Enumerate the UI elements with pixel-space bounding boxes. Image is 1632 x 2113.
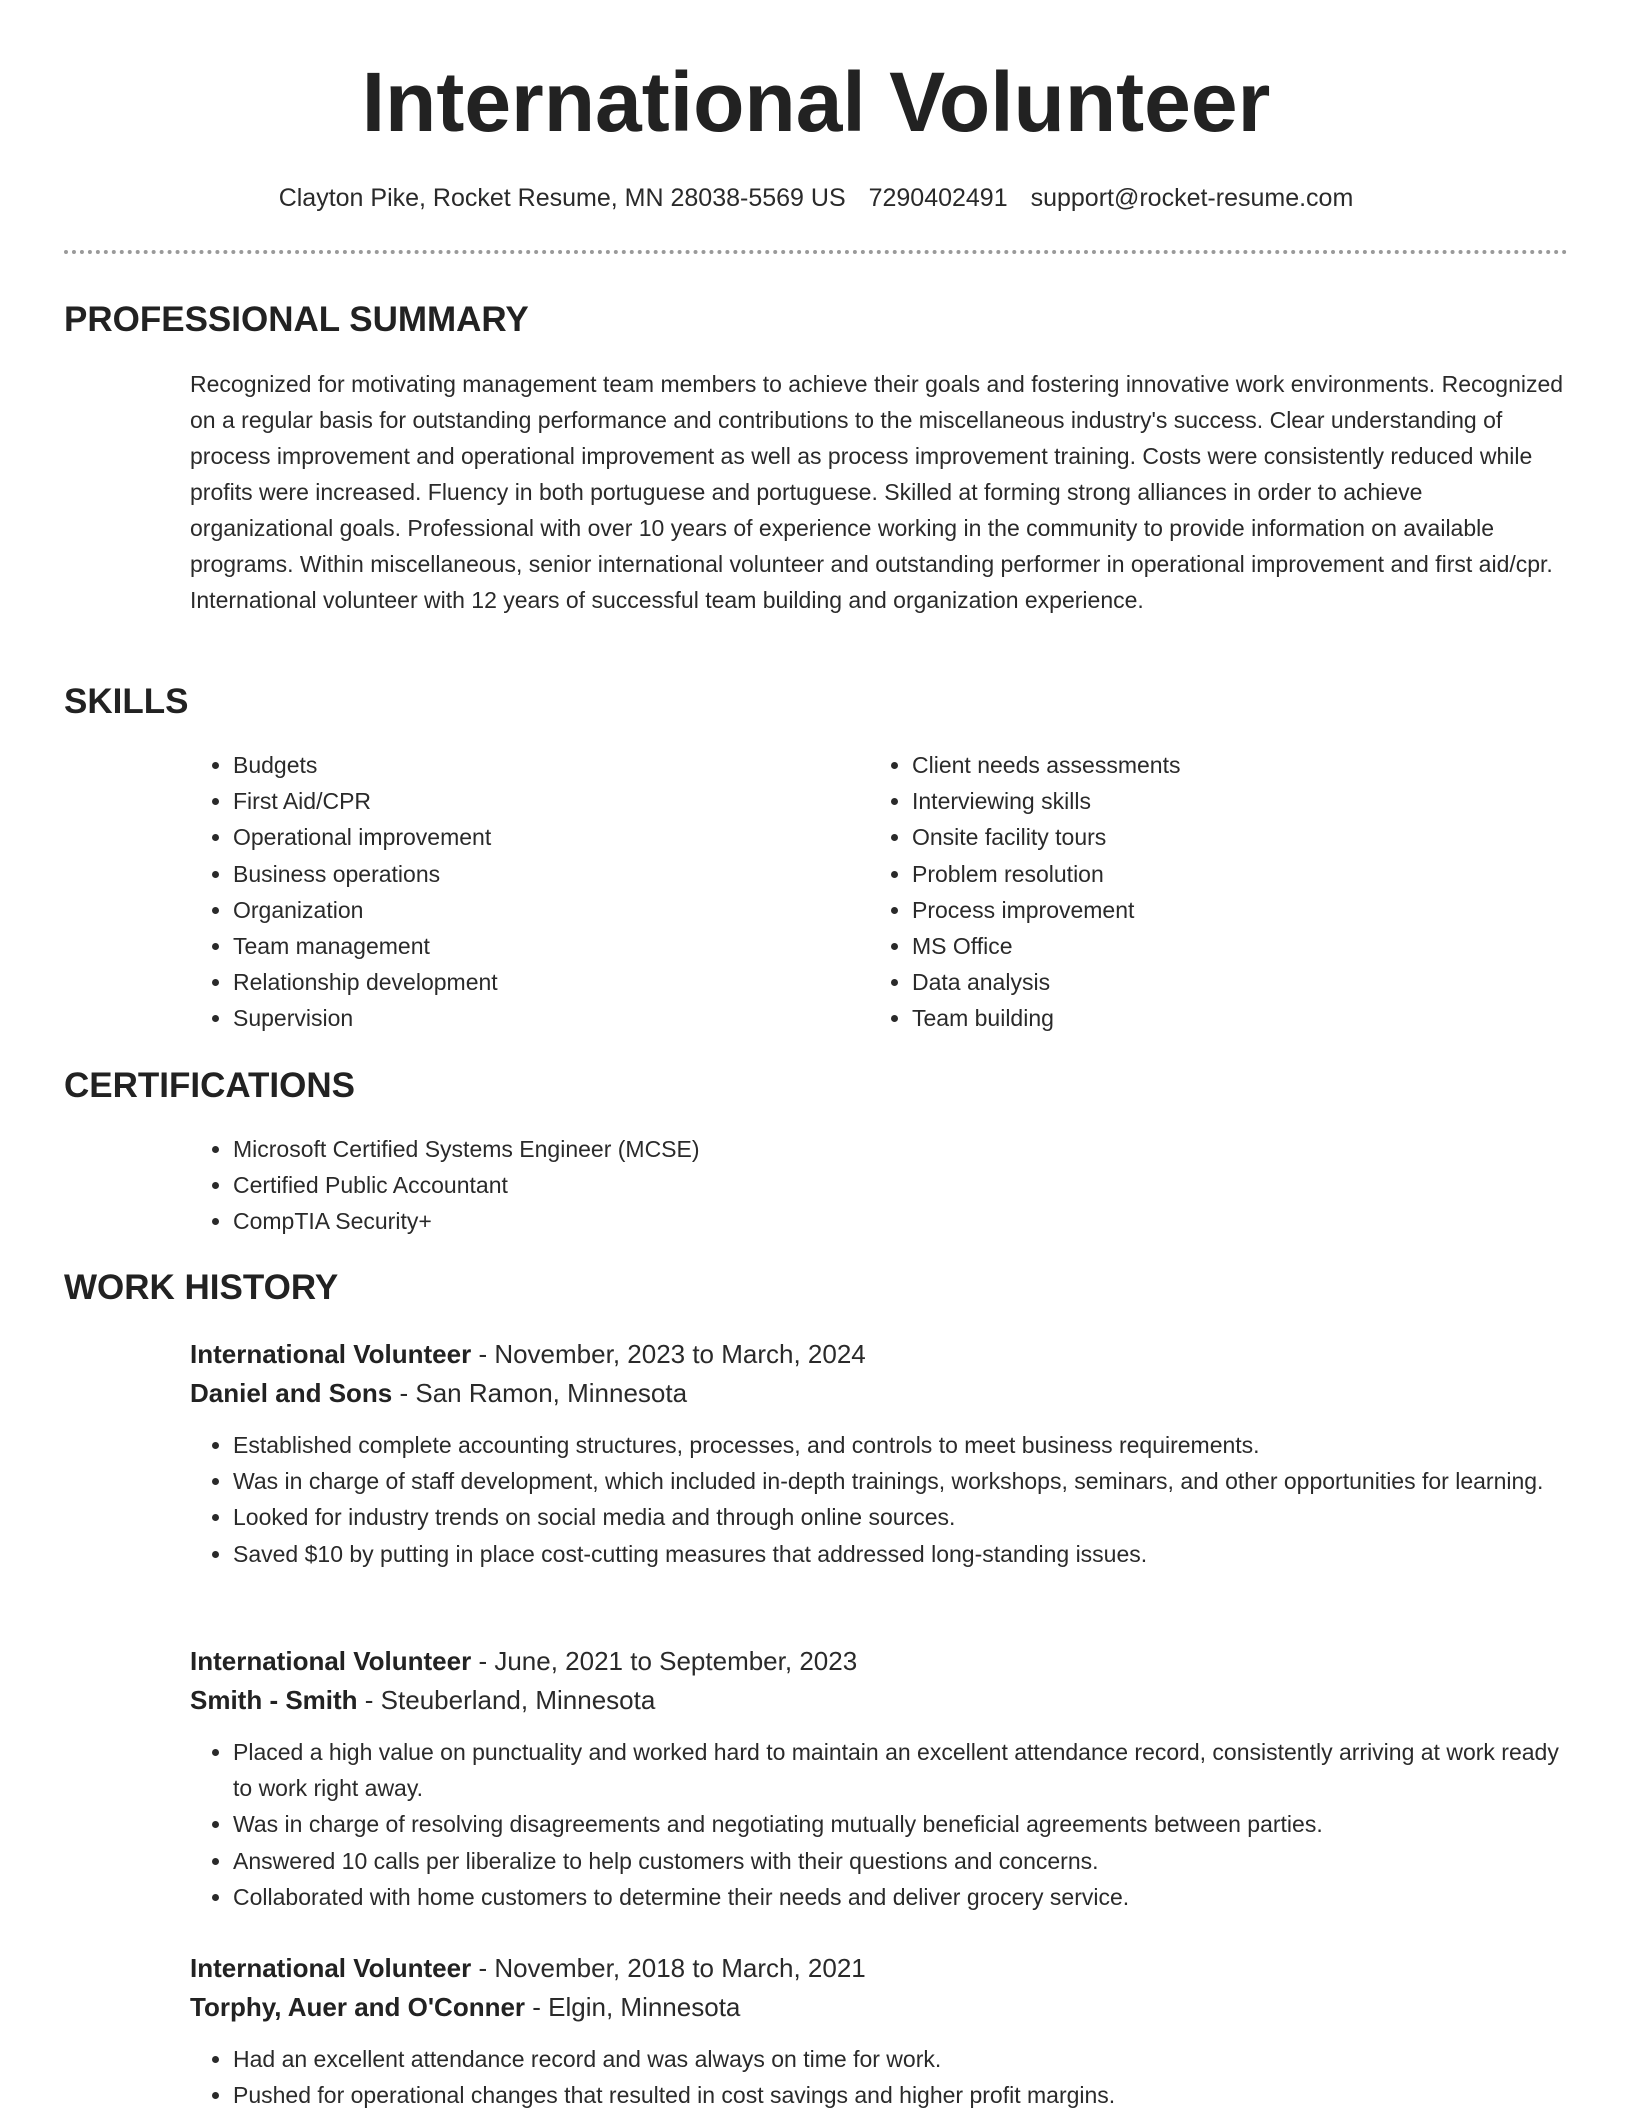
job-location: - Elgin, Minnesota: [525, 1992, 741, 2022]
job-dates: - November, 2023 to March, 2024: [471, 1339, 866, 1369]
certifications-block: [190, 1131, 1568, 1240]
skills-column-right: [869, 747, 1568, 1037]
job-company: Daniel and Sons: [190, 1378, 393, 1408]
list-item: • Answered 10 calls per liberalize to help customers with their questions and concerns.: [233, 1843, 1568, 1879]
job-title: International Volunteer: [190, 1339, 472, 1369]
list-item: • Relationship development: [233, 964, 830, 1000]
job-entry: [190, 1642, 1568, 1915]
list-item: • Organization: [233, 892, 830, 928]
job-bullets: [190, 2041, 1568, 2113]
list-item: • Operational improvement: [233, 819, 830, 855]
list-item: • Collaborated with home customers to determine their needs and deliver grocery service.: [233, 1879, 1568, 1915]
list-item: • Looked for industry trends on social media and through online sources.: [233, 1499, 1568, 1535]
certifications-list: [190, 1131, 1568, 1240]
list-item: • Team management: [233, 928, 830, 964]
list-item: • Onsite facility tours: [912, 819, 1568, 855]
job-location: - San Ramon, Minnesota: [392, 1378, 688, 1408]
job-company-line: [190, 1681, 1568, 1720]
certifications-heading: CERTIFICATIONS: [64, 1066, 356, 1105]
contact-phone: 7290402491: [868, 184, 1008, 212]
list-item: • Interviewing skills: [912, 783, 1568, 819]
list-item: • Client needs assessments: [912, 747, 1568, 783]
job-title-line: [190, 1642, 1568, 1681]
job-title: International Volunteer: [190, 1953, 472, 1983]
contact-address: Clayton Pike, Rocket Resume, MN 28038-5569 US: [278, 184, 846, 212]
job-entry: [190, 1335, 1568, 1572]
job-entry: [190, 1949, 1568, 2113]
skills-column-left: [190, 747, 830, 1037]
list-item: • Established complete accounting structures, processes, and controls to meet business requirements.: [233, 1427, 1568, 1463]
work-history-heading: WORK HISTORY: [64, 1268, 339, 1307]
header-divider: [64, 250, 1568, 254]
job-dates: - June, 2021 to September, 2023: [471, 1646, 858, 1676]
list-item: • Supervision: [233, 1000, 830, 1036]
summary-heading: PROFESSIONAL SUMMARY: [64, 300, 529, 339]
list-item: • Was in charge of resolving disagreements and negotiating mutually beneficial agreements between parties.: [233, 1806, 1568, 1842]
list-item: • Process improvement: [912, 892, 1568, 928]
job-company: Torphy, Auer and O'Conner: [190, 1992, 526, 2022]
list-item: • Budgets: [233, 747, 830, 783]
list-item: • Data analysis: [912, 964, 1568, 1000]
job-company-line: [190, 1374, 1568, 1413]
list-item: • Business operations: [233, 856, 830, 892]
summary-text: Recognized for motivating management team members to achieve their goals and fostering innovative work environments. Recognized on a regular basis for outstanding performance and contributions to the miscellaneous industry's success. Clear understanding of process improvement and operational improvement as well as process improvement training. Costs were consistently reduced while profits were increased. Fluency in both portuguese and portuguese. Skilled at forming strong alliances in order to achieve organizational goals. Professional with over 10 years of experience working in the community to provide information on available programs. Within miscellaneous, senior international volunteer and outstanding performer in operational improvement and first aid/cpr. International volunteer with 12 years of successful team building and organization experience.: [190, 371, 1564, 613]
job-title: International Volunteer: [190, 1646, 472, 1676]
list-item: • CompTIA Security+: [233, 1203, 1568, 1239]
list-item: • Was in charge of staff development, which included in-depth trainings, workshops, seminars, and other opportunities for learning.: [233, 1463, 1568, 1499]
contact-line: [0, 180, 1632, 216]
job-title-line: [190, 1949, 1568, 1988]
resume-title: International Volunteer: [361, 55, 1271, 149]
list-item: • Microsoft Certified Systems Engineer (MCSE): [233, 1131, 1568, 1167]
list-item: • Pushed for operational changes that resulted in cost savings and higher profit margins.: [233, 2077, 1568, 2113]
list-item: • Certified Public Accountant: [233, 1167, 1568, 1203]
job-bullets: [190, 1734, 1568, 1915]
job-company-line: [190, 1988, 1568, 2027]
job-title-line: [190, 1335, 1568, 1374]
list-item: • Saved $10 by putting in place cost-cutting measures that addressed long-standing issues.: [233, 1536, 1568, 1572]
skills-list-left: [190, 747, 830, 1037]
job-location: - Steuberland, Minnesota: [357, 1685, 656, 1715]
job-dates: - November, 2018 to March, 2021: [471, 1953, 866, 1983]
list-item: • Team building: [912, 1000, 1568, 1036]
list-item: • Placed a high value on punctuality and worked hard to maintain an excellent attendance record, consistently arriving at work ready to work right away.: [233, 1734, 1568, 1806]
list-item: • First Aid/CPR: [233, 783, 830, 819]
list-item: • Problem resolution: [912, 856, 1568, 892]
list-item: • MS Office: [912, 928, 1568, 964]
contact-email: support@rocket-resume.com: [1030, 184, 1354, 212]
list-item: • Had an excellent attendance record and was always on time for work.: [233, 2041, 1568, 2077]
skills-list-right: [869, 747, 1568, 1037]
job-bullets: [190, 1427, 1568, 1572]
skills-heading: SKILLS: [64, 682, 189, 721]
job-company: Smith - Smith: [190, 1685, 358, 1715]
